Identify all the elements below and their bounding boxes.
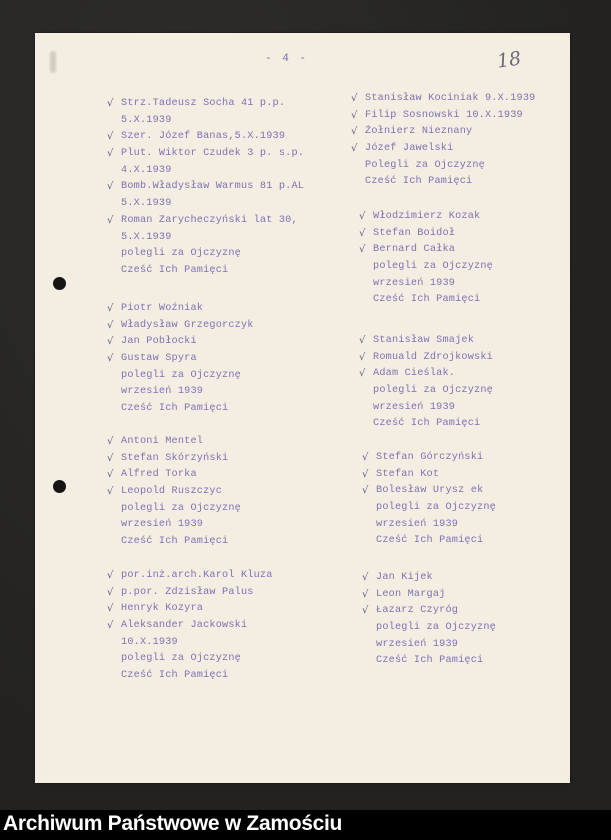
entry-text-line: [121, 668, 273, 685]
checkmark-icon: √: [359, 244, 366, 256]
checkmark-icon: √: [107, 486, 114, 498]
checkmark-icon: √: [107, 319, 114, 331]
checkmark-icon: √: [107, 452, 114, 464]
entry-text-line: [121, 401, 254, 418]
entry-name-line: [107, 301, 254, 318]
entry-name-line: [359, 226, 493, 243]
entry-text-line: [121, 651, 273, 668]
left-block-2: [107, 301, 254, 418]
typed-text: Bomb.Władysław Warmus 81 p.AL: [121, 181, 305, 193]
typed-text: Cześć Ich Pamięci: [376, 655, 484, 667]
entry-name-line: [351, 124, 535, 141]
typed-text: wrzesień 1939: [376, 518, 459, 530]
entry-text-line: [121, 517, 241, 534]
entry-name-line: [107, 601, 273, 618]
checkmark-icon: √: [107, 353, 114, 365]
typed-text: wrzesień 1939: [121, 519, 204, 531]
entry-name-line: [107, 434, 241, 451]
entry-text-line: [121, 368, 254, 385]
typed-text: Bolesław Urysz ek: [376, 485, 484, 497]
entry-text-line: [121, 230, 304, 247]
typed-text: 10.X.1939: [121, 636, 178, 648]
entry-text-line: [121, 113, 304, 130]
entry-text-line: [376, 533, 496, 550]
checkmark-icon: √: [359, 368, 366, 380]
typed-text: wrzesień 1939: [376, 638, 459, 650]
right-block-1: [351, 91, 536, 191]
typed-text: Stanisław Smajek: [373, 335, 475, 346]
entry-text-line: [121, 163, 304, 180]
entry-text-line: [121, 196, 304, 213]
entry-name-line: [107, 484, 241, 501]
typed-text: polegli za Ojczyznę: [376, 622, 496, 634]
entry-name-line: [362, 450, 496, 467]
entry-name-line: [362, 570, 496, 587]
entry-text-line: [121, 534, 241, 551]
entry-name-line: [359, 333, 493, 350]
left-block-1: [107, 96, 305, 280]
checkmark-icon: √: [359, 211, 366, 222]
checkmark-icon: √: [359, 227, 366, 239]
entry-name-line: [107, 213, 304, 230]
typed-text: Stefan Skórzyński: [121, 452, 229, 464]
entry-text-line: [373, 383, 493, 400]
typed-text: wrzesień 1939: [373, 277, 456, 289]
typed-text: Łazarz Czyróg: [376, 605, 459, 617]
entry-text-line: [121, 384, 254, 401]
typed-text: Leopold Ruszczyc: [121, 486, 223, 498]
checkmark-icon: √: [107, 98, 114, 109]
entry-name-line: [351, 141, 535, 158]
entry-name-line: [351, 91, 536, 108]
typed-text: Alfred Torka: [121, 469, 197, 481]
entry-text-line: [373, 259, 493, 276]
typed-text: Roman Zarycheczyński lat 30,: [121, 214, 298, 226]
typed-text: wrzesień 1939: [121, 386, 204, 398]
entry-text-line: [121, 635, 273, 652]
entry-name-line: [362, 587, 496, 604]
entry-text-line: [376, 637, 496, 654]
checkmark-icon: √: [351, 109, 358, 121]
entry-text-line: [373, 276, 493, 293]
right-block-4: [362, 450, 496, 550]
typed-text: Cześć Ich Pamięci: [365, 176, 473, 188]
entry-name-line: [107, 129, 304, 146]
entry-name-line: [107, 451, 241, 468]
typed-text: 5.X.1939: [121, 231, 172, 243]
typed-text: wrzesień 1939: [373, 401, 456, 413]
entry-text-line: [376, 517, 496, 534]
punch-hole-top: [53, 277, 66, 290]
right-block-3: [359, 333, 493, 433]
checkmark-icon: √: [107, 570, 114, 581]
typed-text: p.por. Zdzisław Palus: [121, 586, 254, 598]
typed-text: Cześć Ich Pamięci: [376, 535, 484, 547]
document-page: [35, 33, 570, 783]
typed-text: Antoni Mentel: [121, 436, 204, 447]
archive-folio-number: 18: [495, 47, 523, 73]
checkmark-icon: √: [107, 603, 114, 615]
typed-text: Stanisław Kociniak 9.X.1939: [365, 93, 536, 104]
typed-text: por.inż.arch.Karol Kluza: [121, 570, 273, 581]
typed-text: Henryk Kozyra: [121, 603, 204, 615]
entry-text-line: [376, 653, 496, 670]
checkmark-icon: √: [362, 605, 369, 617]
checkmark-icon: √: [362, 485, 369, 497]
typed-text: Bernard Całka: [373, 244, 456, 256]
typed-text: Aleksander Jackowski: [121, 620, 248, 632]
archive-caption: Archiwum Państwowe w Zamościu: [3, 812, 343, 835]
typed-text: Leon Margaj: [376, 588, 446, 600]
entry-name-line: [107, 146, 305, 163]
entry-text-line: [373, 292, 493, 309]
checkmark-icon: √: [107, 148, 114, 160]
typed-text: 5.X.1939: [121, 198, 172, 210]
typed-text: Strz.Tadeusz Socha 41 p.p.: [121, 98, 286, 109]
typed-text: Włodzimierz Kozak: [373, 211, 481, 222]
typed-text: Piotr Woźniak: [121, 303, 204, 314]
checkmark-icon: √: [107, 181, 114, 193]
entry-text-line: [121, 501, 241, 518]
checkmark-icon: √: [107, 586, 114, 598]
checkmark-icon: √: [351, 126, 358, 138]
entry-text-line: [373, 400, 493, 417]
typed-text: polegli za Ojczyznę: [121, 248, 241, 260]
typed-text: Stefan Kot: [376, 468, 440, 480]
entry-name-line: [107, 467, 241, 484]
entry-text-line: [376, 500, 496, 517]
entry-name-line: [107, 351, 254, 368]
checkmark-icon: √: [107, 436, 114, 447]
entry-name-line: [107, 334, 254, 351]
checkmark-icon: √: [351, 143, 358, 155]
entry-name-line: [359, 366, 493, 383]
entry-text-line: [365, 158, 535, 175]
entry-name-line: [351, 108, 535, 125]
punch-hole-bottom: [53, 480, 66, 493]
right-block-2: [359, 209, 493, 309]
typed-text: Cześć Ich Pamięci: [373, 418, 481, 430]
checkmark-icon: √: [107, 131, 114, 143]
entry-name-line: [107, 568, 273, 585]
entry-text-line: [376, 620, 496, 637]
typed-text: Jan Kijek: [376, 572, 433, 583]
entry-text-line: [121, 246, 304, 263]
checkmark-icon: √: [359, 335, 366, 346]
left-block-4: [107, 568, 273, 685]
typed-text: Cześć Ich Pamięci: [121, 536, 229, 548]
entry-name-line: [107, 618, 273, 635]
typed-text: Adam Cieślak.: [373, 368, 456, 380]
entry-name-line: [107, 585, 273, 602]
typed-text: Gustaw Spyra: [121, 353, 197, 365]
typed-text: Stefan Boidoł: [373, 227, 456, 239]
checkmark-icon: √: [107, 469, 114, 481]
typed-text: polegli za Ojczyznę: [121, 369, 241, 381]
checkmark-icon: √: [107, 620, 114, 632]
right-block-5: [362, 570, 496, 670]
checkmark-icon: √: [107, 336, 114, 348]
typed-text: Józef Jawelski: [365, 143, 454, 155]
typed-text: 5.X.1939: [121, 114, 172, 126]
entry-text-line: [373, 416, 493, 433]
checkmark-icon: √: [362, 572, 369, 583]
checkmark-icon: √: [107, 214, 114, 226]
typed-text: Władysław Grzegorczyk: [121, 319, 254, 331]
typed-text: Stefan Górczyński: [376, 452, 484, 463]
typed-text: polegli za Ojczyznę: [373, 261, 493, 273]
checkmark-icon: √: [362, 468, 369, 480]
entry-name-line: [362, 467, 496, 484]
entry-name-line: [359, 209, 493, 226]
checkmark-icon: √: [351, 93, 358, 104]
checkmark-icon: √: [362, 588, 369, 600]
typed-text: Cześć Ich Pamięci: [121, 670, 229, 682]
smudge-mark: [50, 51, 56, 73]
checkmark-icon: √: [107, 303, 114, 314]
typed-text: polegli za Ojczyznę: [121, 653, 241, 665]
entry-name-line: [107, 318, 254, 335]
entry-text-line: [121, 263, 304, 280]
entry-name-line: [107, 96, 304, 113]
entry-name-line: [362, 603, 496, 620]
page-number: - 4 -: [265, 53, 309, 65]
entry-name-line: [359, 350, 493, 367]
typed-text: Filip Sosnowski 10.X.1939: [365, 109, 523, 121]
entry-name-line: [362, 483, 496, 500]
typed-text: Polegli za Ojczyznę: [365, 159, 485, 171]
typed-text: Cześć Ich Pamięci: [121, 264, 229, 276]
typed-text: Cześć Ich Pamięci: [373, 294, 481, 306]
typed-text: polegli za Ojczyznę: [373, 385, 493, 397]
typed-text: Plut. Wiktor Czudek 3 p. s.p.: [121, 148, 305, 160]
entry-text-line: [365, 174, 535, 191]
entry-name-line: [107, 179, 305, 196]
typed-text: Jan Pobłocki: [121, 336, 197, 348]
entry-name-line: [359, 242, 493, 259]
checkmark-icon: √: [359, 351, 366, 363]
typed-text: Cześć Ich Pamięci: [121, 403, 229, 415]
left-block-3: [107, 434, 241, 551]
typed-text: Romuald Zdrojkowski: [373, 351, 493, 363]
typed-text: polegli za Ojczyznę: [376, 502, 496, 514]
typed-text: Żołnierz Nieznany: [365, 126, 473, 138]
checkmark-icon: √: [362, 452, 369, 463]
typed-text: Szer. Józef Banas,5.X.1939: [121, 131, 286, 143]
typed-text: polegli za Ojczyznę: [121, 502, 241, 514]
typed-text: 4.X.1939: [121, 164, 172, 176]
